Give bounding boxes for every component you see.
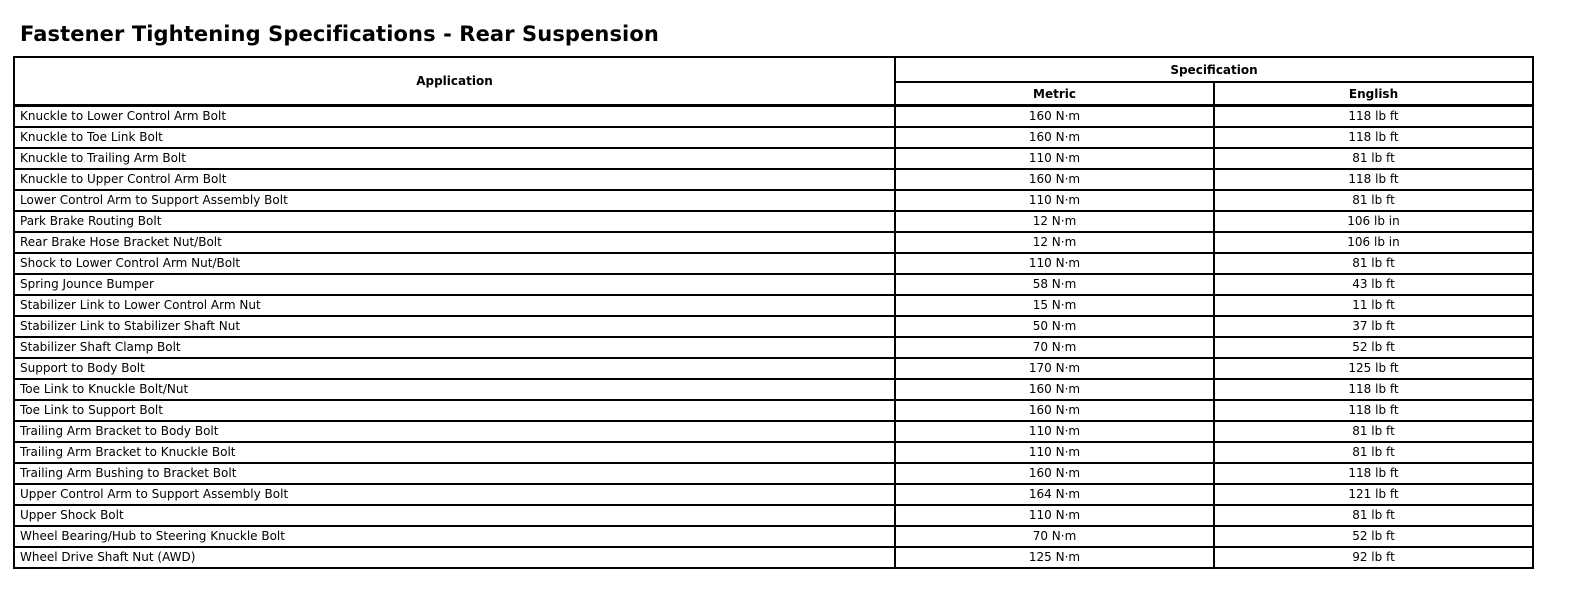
cell-application: Wheel Drive Shaft Nut (AWD) [14, 547, 895, 568]
page-title: Fastener Tightening Specifications - Rear Suspension [20, 22, 659, 46]
cell-metric: 70 N·m [895, 337, 1214, 358]
table-row [14, 484, 1533, 505]
cell-application: Knuckle to Trailing Arm Bolt [14, 148, 895, 169]
cell-metric: 110 N·m [895, 190, 1214, 211]
cell-metric: 164 N·m [895, 484, 1214, 505]
cell-application: Park Brake Routing Bolt [14, 211, 895, 232]
cell-application: Support to Body Bolt [14, 358, 895, 379]
cell-application: Toe Link to Knuckle Bolt/Nut [14, 379, 895, 400]
cell-english: 118 lb ft [1214, 463, 1533, 484]
cell-application: Trailing Arm Bracket to Knuckle Bolt [14, 442, 895, 463]
cell-application: Knuckle to Toe Link Bolt [14, 127, 895, 148]
cell-english: 118 lb ft [1214, 106, 1533, 128]
cell-english: 81 lb ft [1214, 190, 1533, 211]
table-row [14, 379, 1533, 400]
cell-metric: 15 N·m [895, 295, 1214, 316]
cell-application: Knuckle to Upper Control Arm Bolt [14, 169, 895, 190]
cell-metric: 160 N·m [895, 463, 1214, 484]
cell-english: 37 lb ft [1214, 316, 1533, 337]
cell-english: 106 lb in [1214, 232, 1533, 253]
table-row [14, 274, 1533, 295]
cell-metric: 58 N·m [895, 274, 1214, 295]
table-row [14, 190, 1533, 211]
table-row [14, 295, 1533, 316]
cell-metric: 160 N·m [895, 400, 1214, 421]
cell-english: 81 lb ft [1214, 148, 1533, 169]
table-row [14, 526, 1533, 547]
spec-table [13, 56, 1534, 569]
table-row [14, 421, 1533, 442]
cell-metric: 12 N·m [895, 211, 1214, 232]
cell-application: Upper Shock Bolt [14, 505, 895, 526]
cell-english: 43 lb ft [1214, 274, 1533, 295]
table-body [14, 106, 1533, 569]
cell-application: Spring Jounce Bumper [14, 274, 895, 295]
table-row [14, 358, 1533, 379]
table-row [14, 505, 1533, 526]
cell-application: Stabilizer Link to Stabilizer Shaft Nut [14, 316, 895, 337]
cell-english: 11 lb ft [1214, 295, 1533, 316]
cell-application: Wheel Bearing/Hub to Steering Knuckle Bolt [14, 526, 895, 547]
header-application: Application [14, 57, 895, 106]
cell-metric: 160 N·m [895, 169, 1214, 190]
table-row [14, 442, 1533, 463]
cell-english: 118 lb ft [1214, 127, 1533, 148]
cell-english: 81 lb ft [1214, 505, 1533, 526]
table-row [14, 127, 1533, 148]
table-row [14, 253, 1533, 274]
cell-application: Stabilizer Shaft Clamp Bolt [14, 337, 895, 358]
cell-metric: 110 N·m [895, 421, 1214, 442]
cell-metric: 125 N·m [895, 547, 1214, 568]
cell-english: 121 lb ft [1214, 484, 1533, 505]
table-row [14, 400, 1533, 421]
header-english: English [1214, 82, 1533, 105]
cell-metric: 170 N·m [895, 358, 1214, 379]
cell-metric: 110 N·m [895, 148, 1214, 169]
cell-metric: 12 N·m [895, 232, 1214, 253]
cell-english: 92 lb ft [1214, 547, 1533, 568]
cell-application: Trailing Arm Bracket to Body Bolt [14, 421, 895, 442]
table-row [14, 547, 1533, 568]
header-specification: Specification [895, 57, 1533, 82]
cell-metric: 110 N·m [895, 505, 1214, 526]
cell-metric: 50 N·m [895, 316, 1214, 337]
cell-english: 52 lb ft [1214, 337, 1533, 358]
table-header [14, 57, 1533, 106]
cell-metric: 110 N·m [895, 253, 1214, 274]
cell-english: 118 lb ft [1214, 169, 1533, 190]
cell-application: Toe Link to Support Bolt [14, 400, 895, 421]
table-row [14, 316, 1533, 337]
cell-application: Stabilizer Link to Lower Control Arm Nut [14, 295, 895, 316]
cell-english: 52 lb ft [1214, 526, 1533, 547]
cell-application: Lower Control Arm to Support Assembly Bolt [14, 190, 895, 211]
cell-english: 118 lb ft [1214, 400, 1533, 421]
cell-application: Trailing Arm Bushing to Bracket Bolt [14, 463, 895, 484]
cell-metric: 160 N·m [895, 379, 1214, 400]
table-row [14, 169, 1533, 190]
cell-english: 106 lb in [1214, 211, 1533, 232]
table-row [14, 232, 1533, 253]
cell-metric: 160 N·m [895, 127, 1214, 148]
cell-english: 125 lb ft [1214, 358, 1533, 379]
cell-application: Rear Brake Hose Bracket Nut/Bolt [14, 232, 895, 253]
table-row [14, 337, 1533, 358]
cell-application: Upper Control Arm to Support Assembly Bolt [14, 484, 895, 505]
cell-english: 118 lb ft [1214, 379, 1533, 400]
table-row [14, 148, 1533, 169]
cell-english: 81 lb ft [1214, 442, 1533, 463]
cell-english: 81 lb ft [1214, 253, 1533, 274]
table-row [14, 106, 1533, 128]
cell-metric: 160 N·m [895, 106, 1214, 128]
cell-metric: 110 N·m [895, 442, 1214, 463]
cell-application: Knuckle to Lower Control Arm Bolt [14, 106, 895, 128]
cell-metric: 70 N·m [895, 526, 1214, 547]
table-row [14, 463, 1533, 484]
header-metric: Metric [895, 82, 1214, 105]
table-row [14, 211, 1533, 232]
cell-application: Shock to Lower Control Arm Nut/Bolt [14, 253, 895, 274]
cell-english: 81 lb ft [1214, 421, 1533, 442]
